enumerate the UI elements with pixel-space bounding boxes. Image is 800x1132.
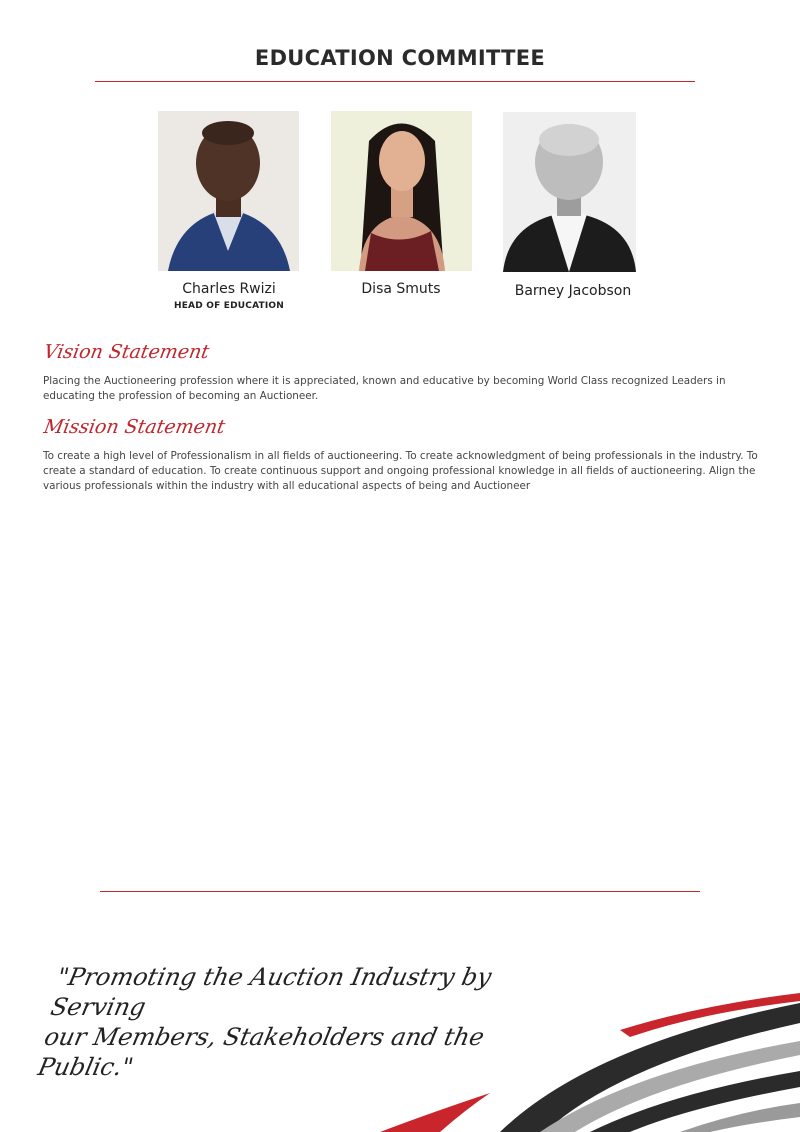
member-name: Charles Rwizi (182, 281, 276, 297)
title-divider (95, 81, 695, 82)
quote-line-1: "Promoting the Auction Industry by Serving (48, 963, 494, 1021)
mission-heading: Mission Statement (42, 416, 227, 438)
footer-divider (100, 891, 700, 892)
page-title: EDUCATION COMMITTEE (254, 46, 546, 70)
member-name: Barney Jacobson (514, 283, 632, 299)
quote-line-2: our Members, Stakeholders and the Public." (35, 1023, 487, 1081)
mission-text: To create a high level of Professionalism in all fields of auctioneering. To create acknowledgment of being professionals in the industry. To create a standard of education. To create continuous support and ongoing professional knowledge in all fields of auctioneering. Align the various professionals within the industry with all educational aspects of being and Auctioneer (43, 450, 758, 492)
vision-heading: Vision Statement (42, 341, 211, 363)
brush-swoosh-decoration (360, 985, 800, 1132)
member-photo-barney-jacobson (503, 112, 636, 272)
member-photo-charles-rwizi (158, 111, 299, 271)
vision-text: Placing the Auctioneering profession where it is appreciated, known and educative by becoming World Class recognized Leaders in educating the profession of becoming an Auctioneer. (43, 375, 726, 402)
member-name: Disa Smuts (361, 281, 441, 297)
member-photo-disa-smuts (331, 111, 472, 271)
member-role: HEAD OF EDUCATION (173, 301, 285, 311)
